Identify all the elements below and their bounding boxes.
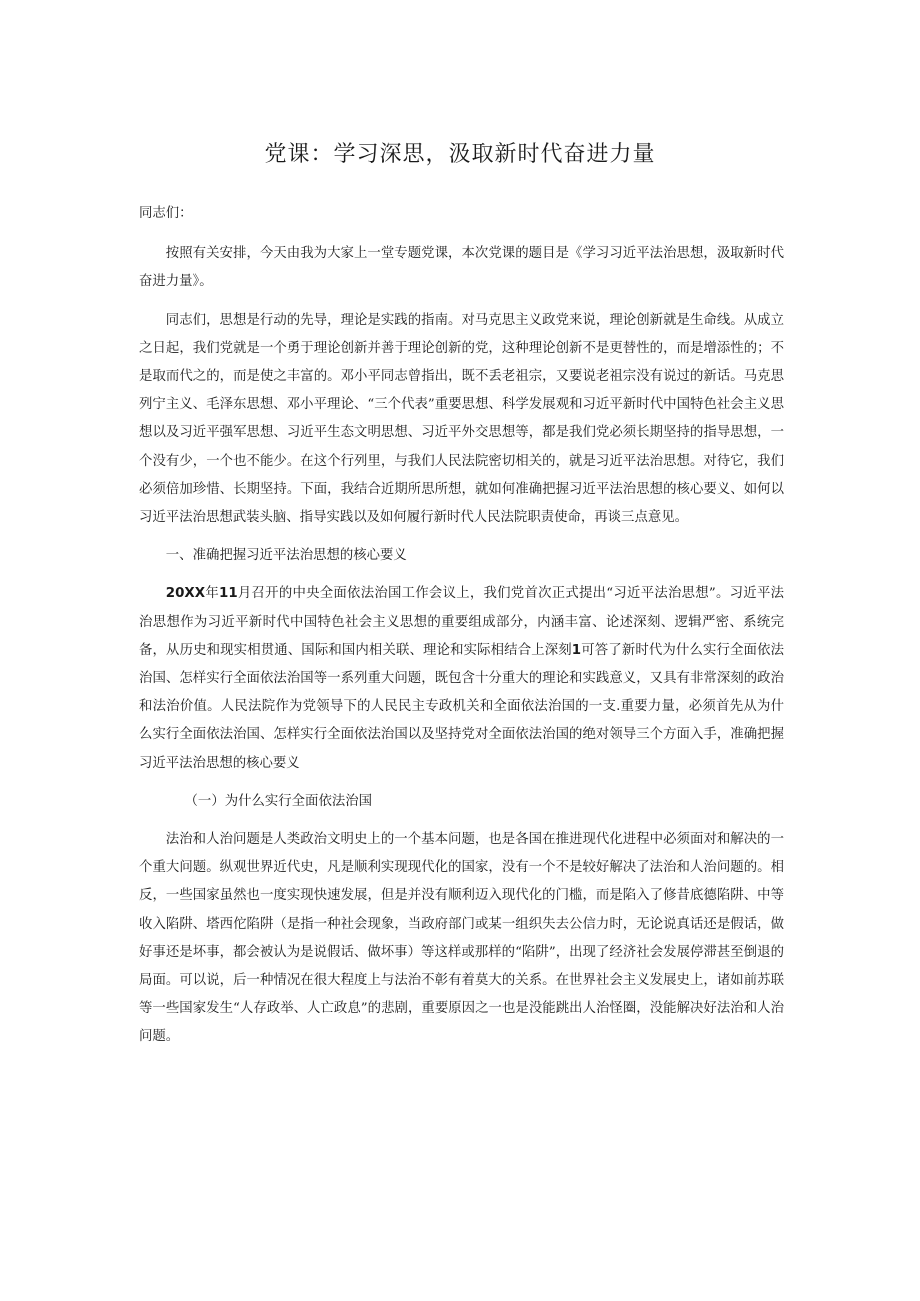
inline-number: 1 bbox=[571, 642, 582, 658]
section-heading-1: 一、准确把握习近平法治思想的核心要义 bbox=[165, 548, 407, 564]
month-text: 11 bbox=[219, 586, 238, 602]
year-text: 20XX bbox=[165, 586, 206, 602]
paragraph-text-segment: 可答了新时代为什么实行全面依法治国、怎样实行全面依法治国等一系列重大问题，既包含十分重大的理论和实践意义，又具有非常深刻的政治和法治价值。人民法院作为党领导下的人民民主专政机关和全面依法治国的一支.重要力量，必须首先从为什么实行全面依法治国、怎样实行全面依法治国以及坚持党对全面依法治国的绝对领导三个方面入手，准确把握习近平法治思想的核心要义 bbox=[139, 642, 784, 771]
section-heading-1-1: （一）为什么实行全面依法治国 bbox=[184, 793, 373, 809]
paragraph-intro: 按照有关安排，今天由我为大家上一堂专题党课，本次党课的题目是《学习习近平法治思想，汲取新时代奋进力量》。 bbox=[139, 246, 784, 290]
paragraph-rule-of-law: 法治和人治问题是人类政治文明史上的一个基本问题，也是各国在推进现代化进程中必须面对和解决的一个重大问题。纵观世界近代史，凡是顺利实现现代化的国家，没有一个不是较好解决了法治和人治问题的。相反，一些国家虽然也一度实现快速发展，但是并没有顺利迈入现代化的门槛，而是陷入了修昔底德陷阱、中等收入陷阱、塔西佗陷阱（是指一种社会现象，当政府部门或某一组织失去公信力时，无论说真话还是假话，做好事还是坏事，都会被认为是说假话、做坏事）等这样或那样的“陷阱”，出现了经济社会发展停滞甚至倒退的局面。可以说，后一种情况在很大程度上与法治不彰有着莫大的关系。在世界社会主义发展史上，诸如前苏联等一些国家发生“人存政举、人亡政息”的悲剧，重要原因之一也是没能跳出人治怪圈，没能解决好法治和人治问题。 bbox=[139, 832, 784, 1045]
document-body bbox=[139, 200, 784, 1062]
document-title: 党课：学习深思，汲取新时代奋进力量 bbox=[264, 142, 656, 167]
paragraph-core-meaning bbox=[139, 580, 784, 777]
salutation: 同志们： bbox=[139, 206, 193, 221]
paragraph-text-segment: 年 bbox=[205, 586, 219, 602]
paragraph-text-segment: 月召开的中央全面依法治国工作会议上，我们党首次正式提出“习近平法治思想”。习近平法治思想作为习近平新时代中国特色社会主义思想的重要组成部分，内涵丰富、论述深刻、逻辑严密、系统完备，从历史和现实相贯通、国际和国内相关联、理论和实际相结合上深刻 bbox=[139, 586, 784, 658]
paragraph-theory: 同志们，思想是行动的先导，理论是实践的指南。对马克思主义政党来说，理论创新就是生命线。从成立之日起，我们党就是一个勇于理论创新并善于理论创新的党，这种理论创新不是更替性的，而是增添性的；不是取而代之的，而是使之丰富的。邓小平同志曾指出，既不丢老祖宗，又要说老祖宗没有说过的新话。马克思列宁主义、毛泽东思想、邓小平理论、“三个代表”重要思想、科学发展观和习近平新时代中国特色社会主义思想以及习近平强军思想、习近平生态文明思想、习近平外交思想等，都是我们党必须长期坚持的指导思想，一个没有少，一个也不能少。在这个行列里，与我们人民法院密切相关的，就是习近平法治思想。对待它，我们必须倍加珍惜、长期坚持。下面，我结合近期所思所想，就如何准确把握习近平法治思想的核心要义、如何以习近平法治思想武装头脑、指导实践以及如何履行新时代人民法院职责使命，再谈三点意见。 bbox=[139, 312, 784, 526]
